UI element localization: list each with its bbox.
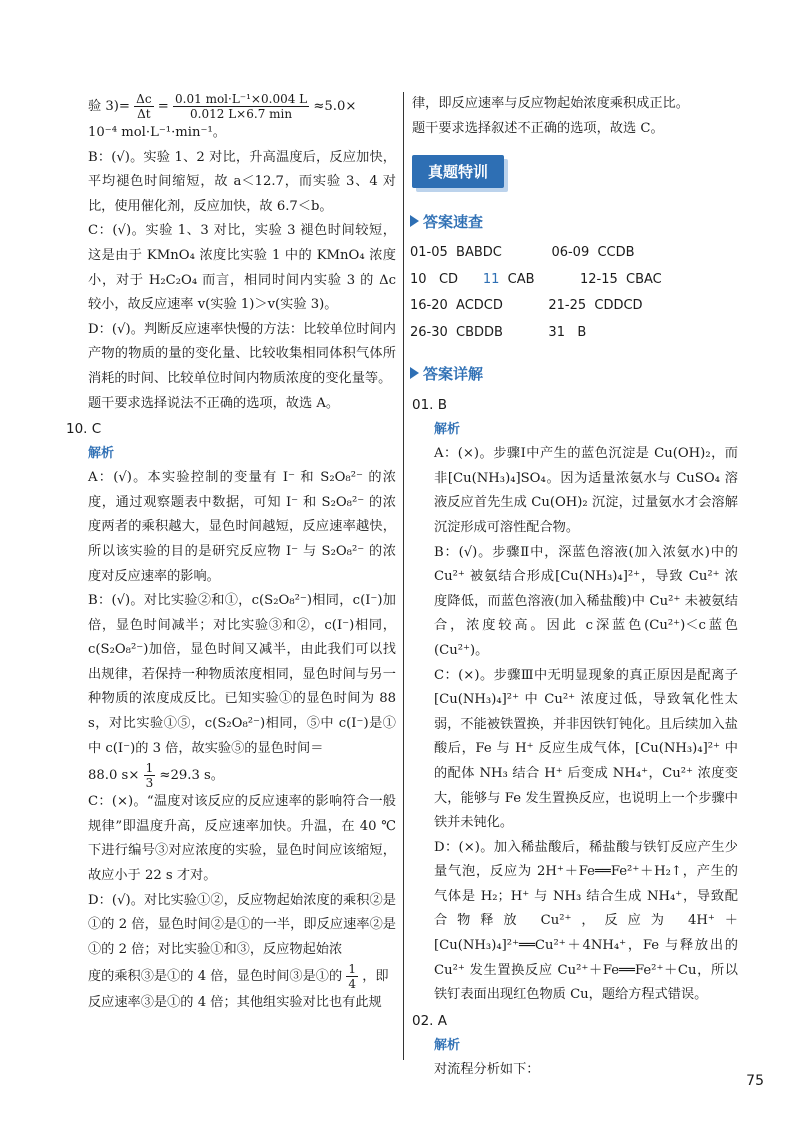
analysis-label: 解析 <box>434 422 461 438</box>
answer-row-1: 01-05 BABDC 06-09 CCDB <box>410 245 635 261</box>
q01-option-a: A：(×)。步骤Ⅰ中产生的蓝色沉淀是 Cu(OH)₂，而非[Cu(NH₃)₄]SO₄。因为适量浓氨水与 CuSO₄ 溶液反应首先生成 Cu(OH)₂ 沉淀，过量氨水才会溶解沉淀形成可溶性配合物。 <box>434 446 738 535</box>
q10-option-d-cont: 度的乘积③是①的 4 倍，显色时间③是①的 $\frac{1}{4}$ ，即 <box>88 962 389 992</box>
analysis-label: 解析 <box>88 446 115 462</box>
q10-option-d-tail: 反应速率③是①的 4 倍；其他组实验对比也有此规 <box>88 995 382 1011</box>
page-number: 75 <box>746 1073 764 1089</box>
q10-option-a: A：(√)。本实验控制的变量有 I⁻ 和 S₂O₈²⁻ 的浓度，通过观察题表中数据，可知 I⁻ 和 S₂O₈²⁻ 的浓度两者的乘积越大，显色时间越短，反应速率越快，所以该实验的目的是研究反应物 I⁻ 与 S₂O₈²⁻ 的浓度对反应速率的影响。 <box>88 470 396 584</box>
q01-option-d: D：(×)。加入稀盐酸后，稀盐酸与铁钉反应产生少量气泡，反应为 2H⁺＋Fe══Fe²⁺＋H₂↑，产生的气体是 H₂；H⁺ 与 NH₃ 结合生成 NH₄⁺，导致配合物释放 Cu²⁺，反应为 4H⁺＋[Cu(NH₃)₄]²⁺══Cu²⁺＋4NH₄⁺，Fe 与释放出的 Cu²⁺ 发生置换反应 Cu²⁺＋Fe══Fe²⁺＋Cu，所以铁钉表面出现红色物质 Cu，题给方程式错误。 <box>434 839 738 1003</box>
q02-text: 对流程分析如下： <box>434 1061 540 1077</box>
fraction-rate-calc: $\frac{\text{0.01 mol·L⁻¹×0.004 L}}{0.012 L\times 6.7 \min}$ <box>175 92 308 121</box>
answer-row-3: 16-20 ACDCD 21-25 CDDCD <box>410 298 643 314</box>
fraction-one-quarter: $\frac{1}{4}$ <box>348 962 356 992</box>
q10-option-d: D：(√)。对比实验①②，反应物起始浓度的乘积②是①的 2 倍，显色时间②是①的一半，即反应速率②是①的 2 倍；对比实验①和③，反应物起始浓 <box>88 892 396 957</box>
question-10-number: 10. C <box>66 421 102 438</box>
q01-option-b: B：(√)。步骤Ⅱ中，深蓝色溶液(加入浓氨水)中的 Cu²⁺ 被氨结合形成[Cu(NH₃)₄]²⁺，导致 Cu²⁺ 浓度降低，而蓝色溶液(加入稀盐酸)中 Cu²⁺ 未被氨结合，浓度较高。因此 c深蓝色(Cu²⁺)＜c蓝色(Cu²⁺)。 <box>434 544 738 658</box>
right-column <box>412 92 738 1082</box>
q10-option-b: B：(√)。对比实验②和①，c(S₂O₈²⁻)相同，c(I⁻)加倍，显色时间减半；对比实验③和②，c(I⁻)相同，c(S₂O₈²⁻)加倍，显色时间又减半，由此我们可以找出规律，若保持一种物质浓度相同，显色时间与另一种物质的浓度成反比。已知实验①的显色时间为 88 s，对比实验①⑤，c(S₂O₈²⁻)相同，⑤中 c(I⁻)是①中 c(I⁻)的 3 倍，故实验⑤的显色时间＝ <box>88 593 396 756</box>
q10-calc-line: 88.0 s× $\frac{1}{3}$ ≈29.3 s。 <box>88 761 224 791</box>
conclusion-text: 题干要求选择说法不正确的选项，故选 A。 <box>88 395 340 411</box>
rate-result: 10⁻⁴ mol·L⁻¹·min⁻¹。 <box>88 125 226 140</box>
question-01-number: 01. B <box>412 397 448 414</box>
fraction-one-third: $\frac{1}{3}$ <box>145 761 154 791</box>
option-c-text: C：(√)。实验 1、3 对比，实验 3 褪色时间较短，这是由于 KMnO₄ 浓度比实验 1 中的 KMnO₄ 浓度小，对于 H₂C₂O₄ 而言，相同时间内实验 3 的 Δc 较小，故反应速率 v(实验 1)＞v(实验 3)。 <box>88 223 396 313</box>
left-column <box>66 92 396 1016</box>
rate-formula-line: 验 3)= $\frac{\Delta c}{\Delta t}$ = $\frac{\text{0.01 mol·L⁻¹×0.004 L}}{0.012 L\times 6.7 \min}$ ≈5.0× <box>88 92 357 121</box>
continued-text-1: 律，即反应速率与反应物起始浓度乘积成正比。 <box>412 96 689 111</box>
option-b-text: B：(√)。实验 1、2 对比，升高温度后，反应加快，平均褪色时间缩短，故 a＜12.7，而实验 3、4 对比，使用催化剂，反应加快，故 6.7＜b。 <box>88 149 396 214</box>
q10-option-c: C：(×)。“温度对该反应的反应速率的影响符合一般规律”即温度升高，反应速率加快。升温，在 40 ℃下进行编号③对应浓度的实验，显色时间应该缩短，故应小于 22 s 才对。 <box>88 794 396 884</box>
analysis-label: 解析 <box>434 1037 461 1053</box>
quick-answers-heading: 答案速查 <box>410 208 738 236</box>
option-d-text: D：(√)。判断反应速率快慢的方法：比较单位时间内产物的物质的量的变化量、比较收集相同体积气体所消耗的时间、比较单位时间内物质浓度的变化量等。 <box>88 321 396 386</box>
fraction-dc-dt: $\frac{\Delta c}{\Delta t}$ <box>136 92 152 121</box>
detailed-answers-heading: 答案详解 <box>410 360 738 388</box>
section-badge: 真题特训 <box>412 155 504 188</box>
triangle-icon <box>410 367 419 379</box>
q01-option-c: C：(×)。步骤Ⅲ中无明显现象的真正原因是配离子[Cu(NH₃)₄]²⁺ 中 Cu²⁺ 浓度过低，导致氧化性太弱，不能被铁置换，并非因铁钉钝化。且后续加入盐酸后，Fe 与 H⁺ 反应生成气体，[Cu(NH₃)₄]²⁺ 中的配体 NH₃ 结合 H⁺ 后变成 NH₄⁺，Cu²⁺ 浓度变大，能够与 Fe 发生置换反应，也说明上一个步骤中铁并未钝化。 <box>434 667 738 831</box>
column-divider <box>403 92 404 1060</box>
answer-row-2: 10 CD 11 CAB 12-15 CBAC <box>410 271 662 287</box>
triangle-icon <box>410 215 419 227</box>
continued-text-2: 题干要求选择叙述不正确的选项，故选 C。 <box>412 120 664 136</box>
answer-row-4: 26-30 CBDDB 31 B <box>410 324 587 340</box>
question-02-number: 02. A <box>412 1012 447 1029</box>
